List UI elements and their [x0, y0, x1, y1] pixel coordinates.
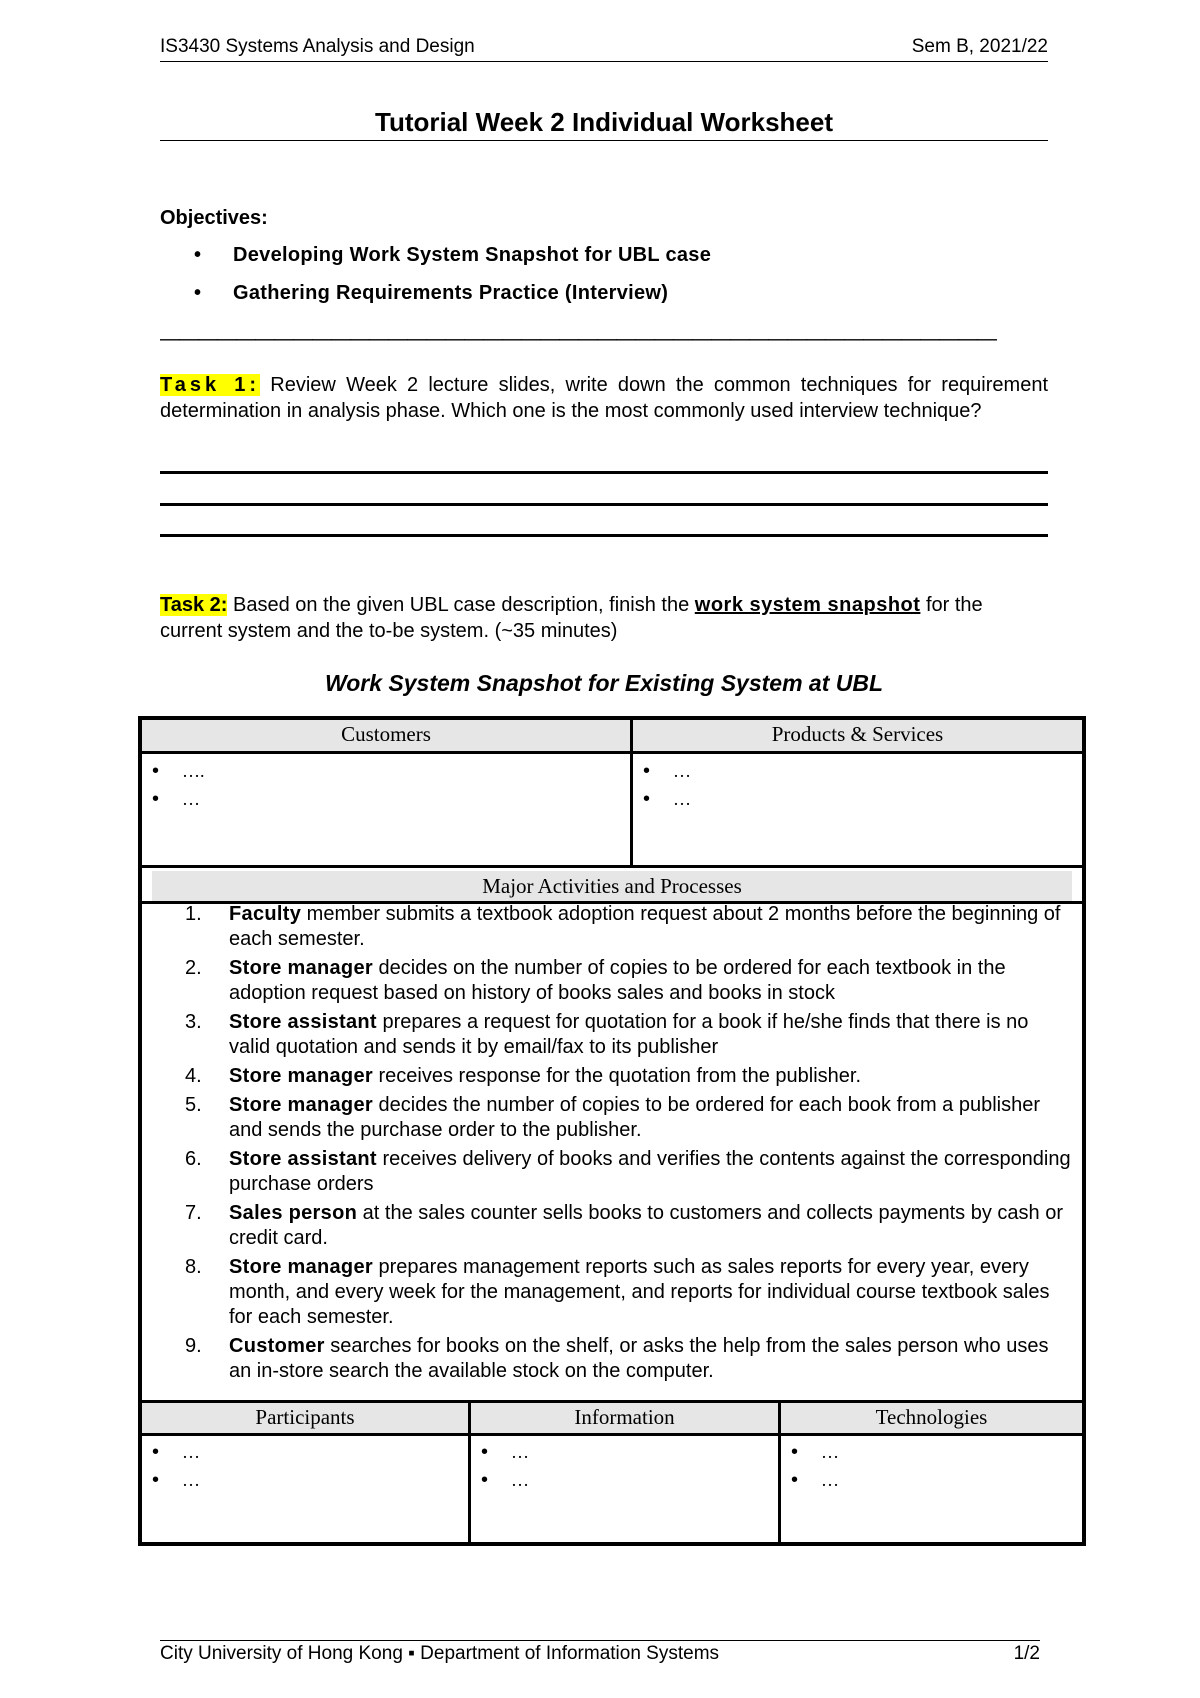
- participants-header: Participants: [142, 1403, 468, 1436]
- bullet-icon: •: [152, 1441, 160, 1463]
- list-item[interactable]: • …: [781, 1466, 1082, 1494]
- information-list[interactable]: [471, 1438, 778, 1494]
- list-item[interactable]: • …: [633, 785, 1082, 813]
- activity-item: 7. Sales person at the sales counter sells books to customers and collects payments by cash or credit card.: [185, 1202, 1064, 1249]
- products-services-list[interactable]: [633, 757, 1082, 813]
- list-item[interactable]: • …: [471, 1438, 778, 1466]
- list-item[interactable]: • …: [142, 785, 630, 813]
- technologies-header: Technologies: [781, 1403, 1082, 1436]
- work-system-snapshot-table: [138, 716, 1086, 1546]
- objectives-list: [160, 244, 711, 320]
- bullet-icon: •: [194, 282, 202, 304]
- separator-line: ————————————————————————————————————————————: [160, 328, 996, 350]
- bullet-icon: •: [791, 1469, 799, 1491]
- customers-list[interactable]: [142, 757, 630, 813]
- snapshot-title: Work System Snapshot for Existing System at UBL: [324, 670, 884, 696]
- customers-header: Customers: [142, 720, 630, 754]
- bullet-icon: •: [152, 1469, 160, 1491]
- course-name: IS3430 Systems Analysis and Design: [160, 36, 475, 57]
- bullet-icon: •: [643, 760, 651, 782]
- activities-header: Major Activities and Processes: [152, 871, 1072, 901]
- bullet-icon: •: [481, 1469, 489, 1491]
- bullet-icon: •: [643, 788, 651, 810]
- activity-item: 1. Faculty member submits a textbook adoption request about 2 months before the beginning of each semester.: [185, 903, 1061, 950]
- activity-item: 4. Store manager receives response for the quotation from the publisher.: [185, 1065, 862, 1087]
- activity-item: 6. Store assistant receives delivery of books and verifies the contents against the corresponding purchase orders: [185, 1148, 1071, 1195]
- page-title: Tutorial Week 2 Individual Worksheet: [160, 106, 1048, 141]
- task-2-label: Task 2:: [160, 594, 228, 616]
- list-item[interactable]: • …: [781, 1438, 1082, 1466]
- products-services-header: Products & Services: [633, 720, 1082, 754]
- activity-item: 8. Store manager prepares management reports such as sales reports for every year, every month, and every week for the management, and reports for individual course textbook sales for each semester.: [185, 1256, 1050, 1328]
- information-header: Information: [471, 1403, 778, 1436]
- bullet-icon: •: [152, 760, 160, 782]
- answer-line[interactable]: [160, 471, 1048, 474]
- work-system-snapshot-emphasis: work system snapshot: [694, 594, 921, 616]
- page-header: [160, 36, 1048, 62]
- page-footer: [160, 1640, 1040, 1665]
- bullet-icon: •: [791, 1441, 799, 1463]
- task-1-text: Review Week 2 lecture slides, write down the common techniques for requirement determination in analysis phase. Which one is the most commonly used interview technique?: [160, 374, 1048, 422]
- activity-item: 5. Store manager decides the number of copies to be ordered for each book from a publisher and sends the purchase order to the publisher.: [185, 1094, 1041, 1141]
- task-1: [160, 372, 1048, 424]
- answer-line[interactable]: [160, 534, 1048, 537]
- participants-list[interactable]: [142, 1438, 468, 1494]
- activities-list: [182, 902, 1072, 1388]
- list-item[interactable]: • …: [471, 1466, 778, 1494]
- row-divider: [142, 865, 1082, 868]
- institution: City University of Hong Kong ▪ Department of Information Systems: [160, 1643, 720, 1664]
- task-1-label: Task 1:: [160, 374, 261, 396]
- list-item[interactable]: • …: [142, 1438, 468, 1466]
- task-2: Task 2: Based on the given UBL case description, finish the work system snapshot for the current system and the to-be system. (~35 minutes): [160, 594, 983, 642]
- objective-item: • Developing Work System Snapshot for UBL case: [194, 244, 712, 266]
- list-item[interactable]: • …: [142, 1466, 468, 1494]
- bullet-icon: •: [194, 244, 202, 266]
- list-item[interactable]: • ….: [142, 757, 630, 785]
- bullet-icon: •: [152, 788, 160, 810]
- answer-line[interactable]: [160, 503, 1048, 506]
- list-item[interactable]: • …: [633, 757, 1082, 785]
- technologies-list[interactable]: [781, 1438, 1082, 1494]
- objective-item: • Gathering Requirements Practice (Interview): [194, 282, 669, 304]
- activity-item: 2. Store manager decides on the number of copies to be ordered for each textbook in the adoption request based on history of books sales and books in stock: [185, 957, 1006, 1004]
- activity-item: 3. Store assistant prepares a request for quotation for a book if he/she finds that there is no valid quotation and sends it by email/fax to its publisher: [185, 1011, 1029, 1058]
- objectives-label: Objectives:: [160, 207, 268, 229]
- bullet-icon: •: [481, 1441, 489, 1463]
- semester: Sem B, 2021/22: [911, 36, 1048, 57]
- activity-item: 9. Customer searches for books on the shelf, or asks the help from the sales person who uses an in-store search the available stock on the computer.: [185, 1335, 1049, 1382]
- page-number: 1/2: [1013, 1643, 1040, 1664]
